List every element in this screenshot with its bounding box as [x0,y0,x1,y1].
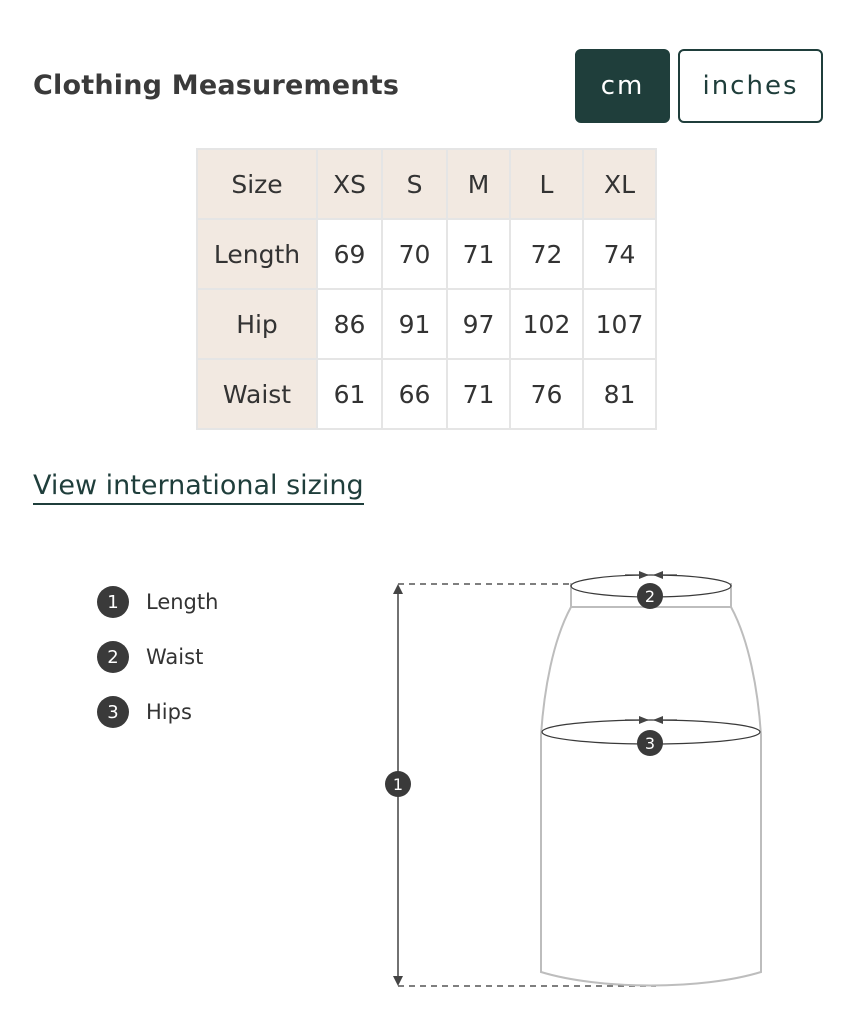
legend-label: Waist [146,645,204,669]
table-cell: 91 [382,289,447,359]
row-label: Length [197,219,317,289]
waist-marker [637,583,663,609]
table-cell: 76 [510,359,583,429]
length-arrow-top-icon [393,584,403,594]
table-header-cell: XL [583,149,656,219]
table-cell: 107 [583,289,656,359]
hips-marker-number: 3 [644,734,656,753]
legend-label: Length [146,590,219,614]
table-cell: 102 [510,289,583,359]
hips-marker [637,730,663,756]
legend-number-badge: 1 [97,586,129,618]
table-cell: 97 [447,289,510,359]
international-sizing-link[interactable]: View international sizing [33,470,364,505]
table-cell: 69 [317,219,382,289]
table-cell: 71 [447,359,510,429]
table-cell: 86 [317,289,382,359]
table-cell: 66 [382,359,447,429]
table-cell: 71 [447,219,510,289]
table-cell: 74 [583,219,656,289]
cm-button[interactable]: cm [575,49,670,123]
table-header-cell: Size [197,149,317,219]
table-cell: 72 [510,219,583,289]
length-marker-number: 1 [392,775,404,794]
waist-marker-number: 2 [644,587,656,606]
table-header-cell: S [382,149,447,219]
row-label: Hip [197,289,317,359]
table-header-cell: M [447,149,510,219]
table-cell: 81 [583,359,656,429]
table-header-cell: XS [317,149,382,219]
table-cell: 61 [317,359,382,429]
legend-label: Hips [146,700,192,724]
length-marker [385,771,411,797]
legend-number-badge: 2 [97,641,129,673]
table-cell: 70 [382,219,447,289]
inches-button[interactable]: inches [678,49,823,123]
row-label: Waist [197,359,317,429]
page-title: Clothing Measurements [33,70,400,101]
skirt-outline [541,583,761,986]
table-header-cell: L [510,149,583,219]
legend-number-badge: 3 [97,696,129,728]
length-arrow-bottom-icon [393,976,403,986]
